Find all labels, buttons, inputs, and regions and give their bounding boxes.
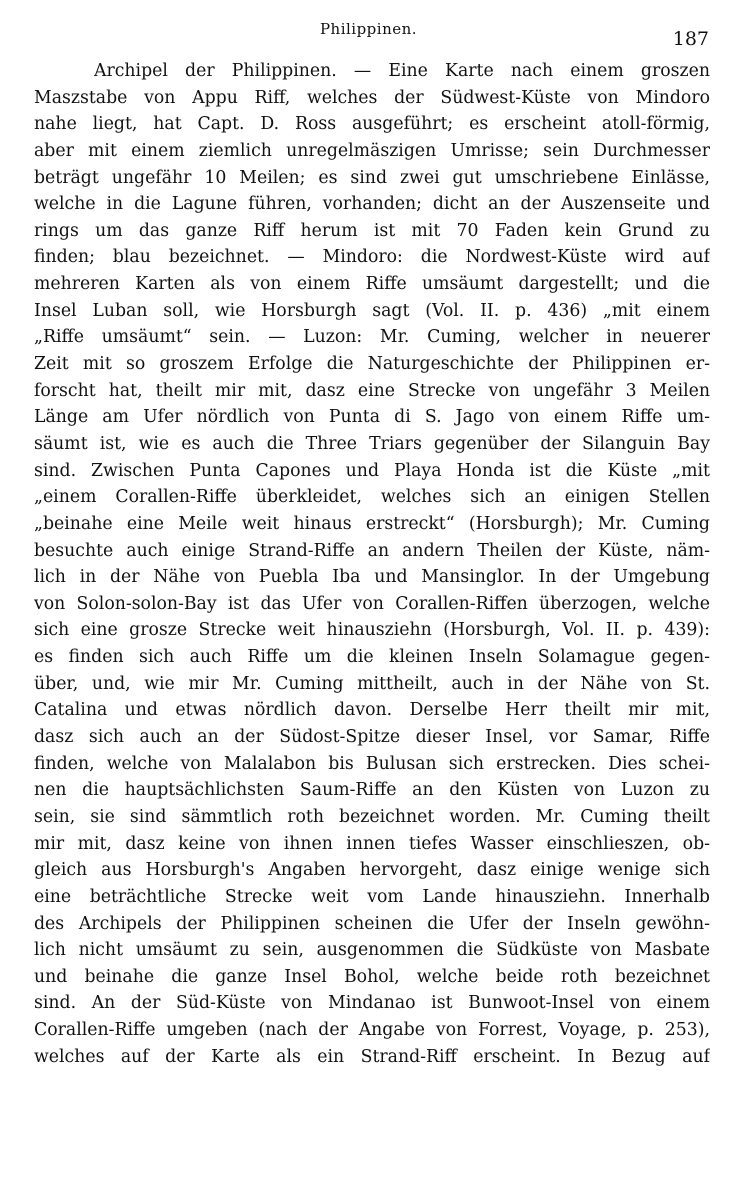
text-line: gleich aus Horsburgh's Angaben hervorgeht, dasz einige wenige sich (34, 860, 710, 881)
text-line: über, und, wie mir Mr. Cuming mittheilt, auch in der Nähe von St. (34, 673, 710, 694)
text-line: Insel Luban soll, wie Horsburgh sagt (Vol. II. p. 436) „mit einem (34, 300, 710, 321)
text-line: nen die hauptsächlichsten Saum-Riffe an den Küsten von Luzon zu (34, 780, 710, 801)
text-line: sich eine grosze Strecke weit hinausziehn (Horsburgh, Vol. II. p. 439): (34, 620, 710, 641)
text-line: es finden sich auch Riffe um die kleinen Inseln Solamague gegen- (34, 647, 710, 668)
text-line: und beinahe die ganze Insel Bohol, welche beide roth bezeichnet (34, 966, 710, 987)
text-line: sind. An der Süd-Küste von Mindanao ist Bunwoot-Insel von einem (34, 993, 710, 1014)
text-line: aber mit einem ziemlich unregelmäszigen Umrisse; sein Durchmesser (34, 140, 710, 161)
text-line: dasz sich auch an der Südost-Spitze dieser Insel, vor Samar, Riffe (34, 727, 710, 748)
text-line: lich nicht umsäumt zu sein, ausgenommen die Südküste von Masbate (34, 940, 710, 961)
page-number: 187 (672, 28, 709, 50)
text-line: „Riffe umsäumt“ sein. — Luzon: Mr. Cuming, welcher in neuerer (34, 327, 710, 348)
text-line: rings um das ganze Riff herum ist mit 70 Faden kein Grund zu (34, 220, 710, 241)
text-line: Corallen-Riffe umgeben (nach der Angabe von Forrest, Voyage, p. 253), (34, 1020, 710, 1041)
text-line: „einem Corallen-Riffe überkleidet, welches sich an einigen Stellen (34, 487, 710, 508)
text-line: welche in die Lagune führen, vorhanden; dicht an der Auszenseite und (34, 194, 710, 215)
body-text (34, 58, 710, 1070)
text-line: finden; blau bezeichnet. — Mindoro: die Nordwest-Küste wird auf (34, 247, 710, 268)
text-line: forscht hat, theilt mir mit, dasz eine Strecke von ungefähr 3 Meilen (34, 380, 710, 401)
text-line: Länge am Ufer nördlich von Punta di S. Jago von einem Riffe um- (34, 407, 710, 428)
text-line: finden, welche von Malalabon bis Bulusan sich erstrecken. Dies schei- (34, 753, 710, 774)
text-line: „beinahe eine Meile weit hinaus erstreckt“ (Horsburgh); Mr. Cuming (34, 513, 710, 534)
text-line: säumt ist, wie es auch die Three Triars gegenüber der Silanguin Bay (34, 433, 710, 454)
text-line: nahe liegt, hat Capt. D. Ross ausgeführt; es erscheint atoll-förmig, (34, 114, 710, 135)
text-line: des Archipels der Philippinen scheinen die Ufer der Inseln gewöhn- (34, 913, 710, 934)
text-line: welches auf der Karte als ein Strand-Riff erscheint. In Bezug auf (34, 1046, 710, 1067)
text-line: lich in der Nähe von Puebla Iba und Mansinglor. In der Umgebung (34, 567, 710, 588)
text-line: von Solon-solon-Bay ist das Ufer von Corallen-Riffen überzogen, welche (34, 593, 710, 614)
text-line: mir mit, dasz keine von ihnen innen tiefes Wasser einschlieszen, ob- (34, 833, 710, 854)
text-line: besuchte auch einige Strand-Riffe an andern Theilen der Küste, näm- (34, 540, 710, 561)
text-line: Maszstabe von Appu Riff, welches der Südwest-Küste von Mindoro (34, 87, 710, 108)
text-line: mehreren Karten als von einem Riffe umsäumt dargestellt; und die (34, 274, 710, 295)
text-line: sein, sie sind sämmtlich roth bezeichnet worden. Mr. Cuming theilt (34, 806, 710, 827)
running-title: Philippinen. (319, 20, 418, 38)
text-line: Catalina und etwas nördlich davon. Derselbe Herr theilt mir mit, (34, 700, 710, 721)
text-line: Zeit mit so groszem Erfolge die Naturgeschichte der Philippinen er- (34, 354, 710, 375)
running-head (0, 14, 737, 50)
text-line: Archipel der Philippinen. — Eine Karte nach einem groszen (94, 61, 710, 81)
text-line: eine beträchtliche Strecke weit vom Lande hinausziehn. Innerhalb (34, 886, 710, 907)
text-line: beträgt ungefähr 10 Meilen; es sind zwei gut umschriebene Einlässe, (34, 167, 710, 188)
text-line: sind. Zwischen Punta Capones und Playa Honda ist die Küste „mit (34, 460, 710, 481)
